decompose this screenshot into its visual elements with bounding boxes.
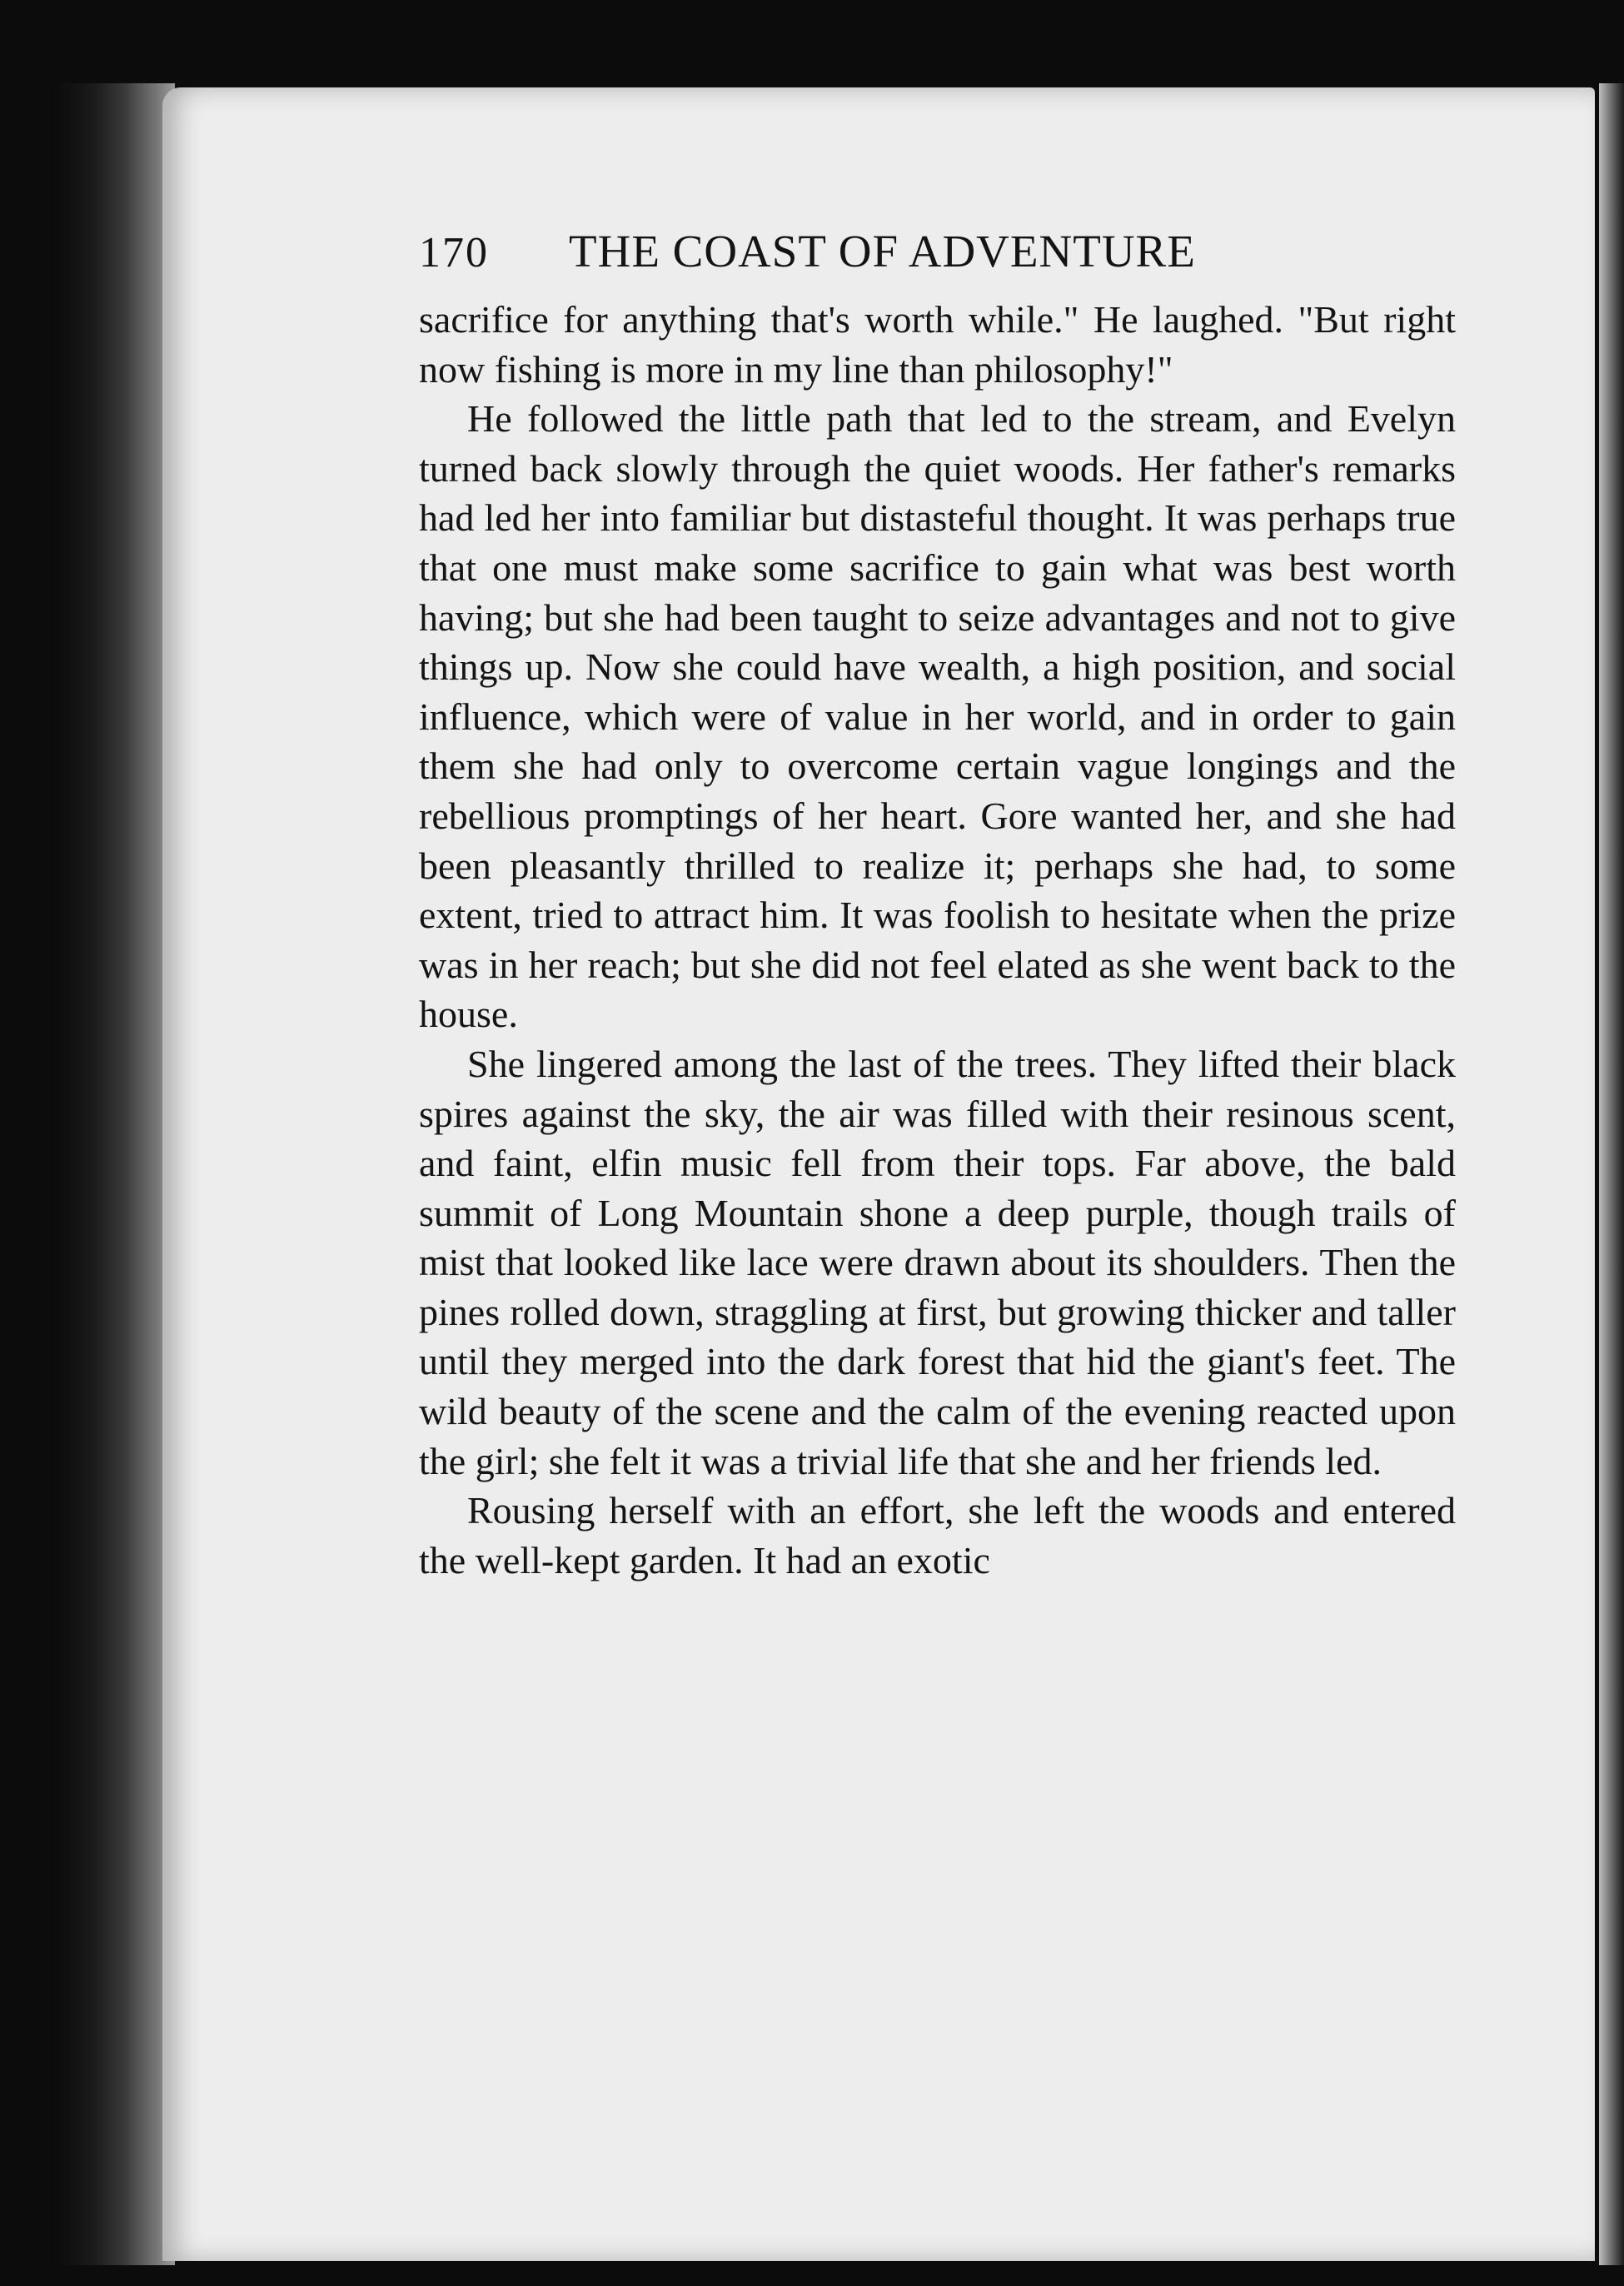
running-title: THE COAST OF ADVENTURE: [569, 226, 1196, 276]
paragraph: Rousing herself with an effort, she left the woods and entered the well-kept garden. It had an exotic: [419, 1489, 1456, 1581]
body-text: [419, 295, 1456, 1585]
page-number: 170: [419, 229, 489, 276]
page-header: [419, 225, 1456, 291]
page-text-block: [419, 225, 1456, 1585]
page-right-edge: [1599, 83, 1624, 2265]
paragraph-continuation: sacrifice for anything that's worth while." He laughed. "But right now fishing is more in my line than philosophy!": [419, 298, 1456, 391]
paragraph: She lingered among the last of the trees. They lifted their black spires against the sky, the air was filled with their resinous scent, and faint, elfin music fell from their tops. Far above, the bald summit of Long Mountain shone a deep purple, though trails of mist that looked like lace were drawn about its shoulders. Then the pines rolled down, straggling at first, but growing thicker and taller until they merged into the dark forest that hid the giant's feet. The wild beauty of the scene and the calm of the evening reacted upon the girl; she felt it was a trivial life that she and her friends led.: [419, 1042, 1456, 1482]
paragraph: He followed the little path that led to the stream, and Evelyn turned back slowly through the quiet woods. Her father's remarks had led her into familiar but distasteful thought. It was perhaps true that one must make some sacrifice to gain what was best worth having; but she had been taught to seize advantages and not to give things up. Now she could have wealth, a high position, and social influence, which were of value in her world, and in order to gain them she had only to overcome certain vague longings and the rebellious promptings of her heart. Gore wanted her, and she had been pleasantly thrilled to realize it; perhaps she had, to some extent, tried to attract him. It was foolish to hesitate when the prize was in her reach; but she did not feel elated as she went back to the house.: [419, 397, 1456, 1036]
book-binding-edge: [50, 83, 175, 2265]
